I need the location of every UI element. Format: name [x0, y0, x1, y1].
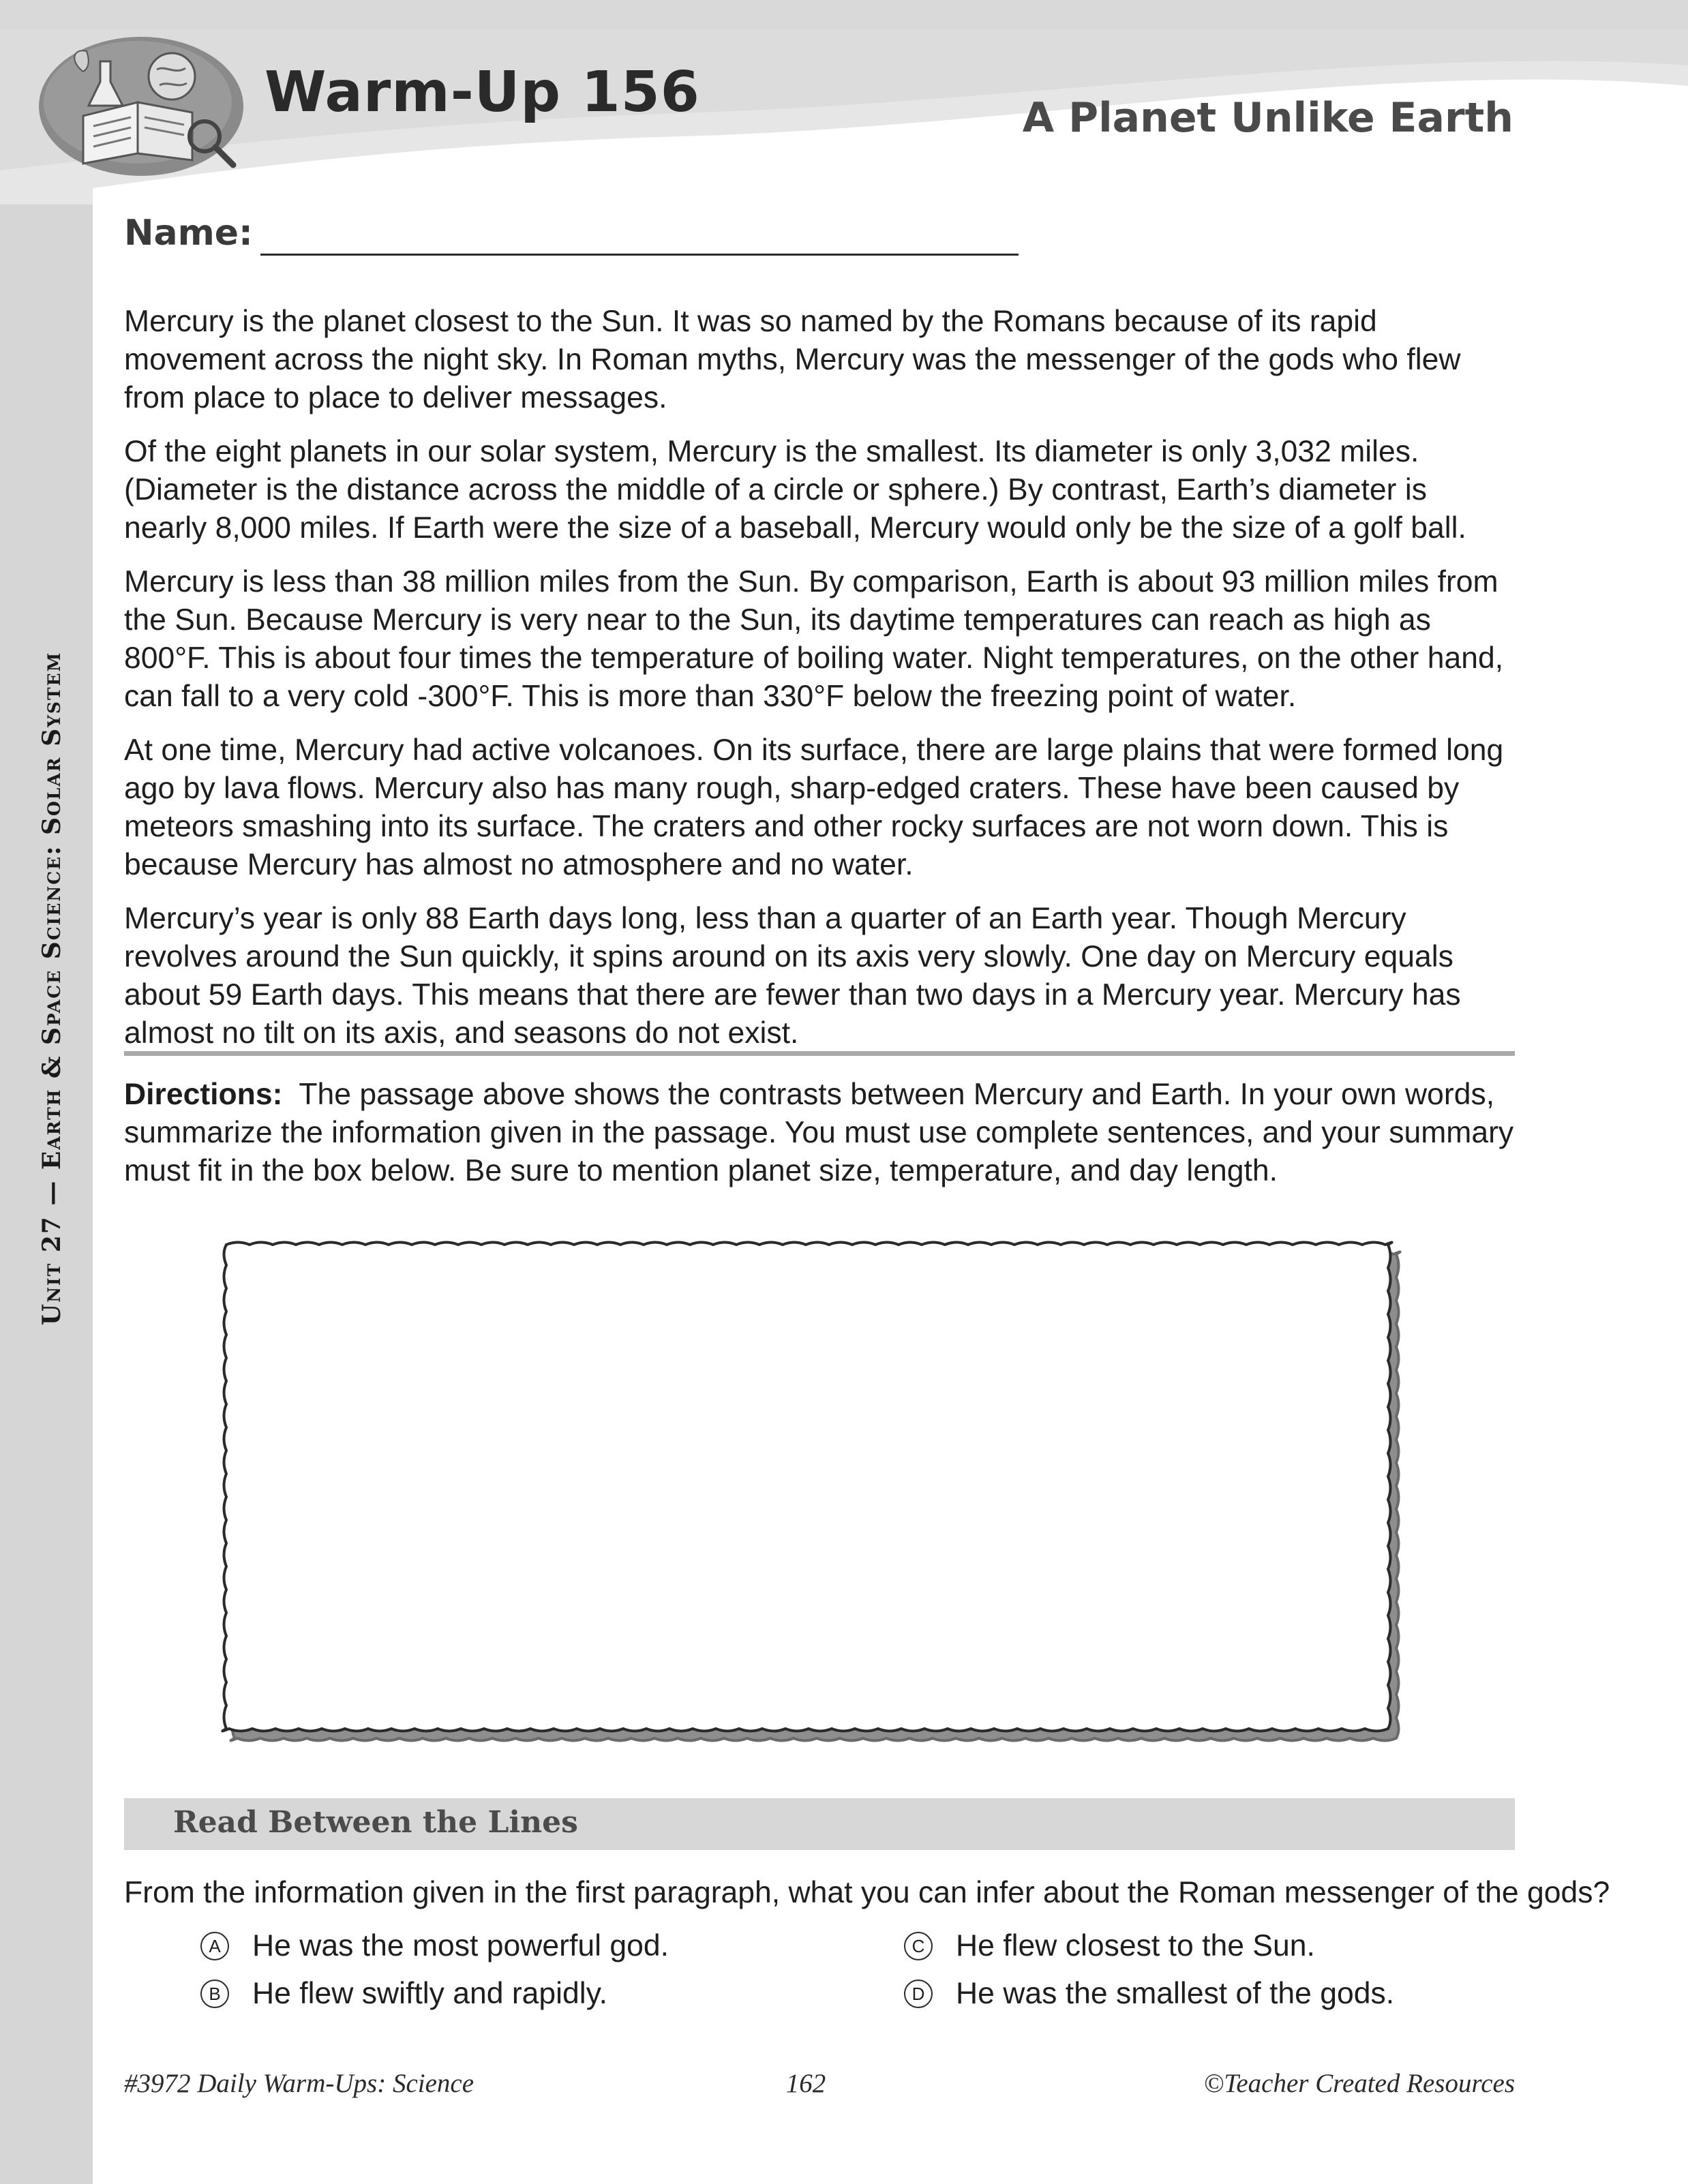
choice-bubble-icon[interactable]: B — [200, 1980, 229, 2008]
answer-box-border[interactable] — [222, 1243, 1391, 1731]
directions-label: Directions: — [124, 1078, 283, 1111]
footer-book-title: #3972 Daily Warm-Ups: Science — [124, 2069, 474, 2098]
section-divider — [124, 1051, 1515, 1056]
choice-text: He flew swiftly and rapidly. — [252, 1977, 608, 2010]
choice-a[interactable] — [200, 1929, 669, 1963]
reading-passage — [124, 303, 1515, 1068]
passage-paragraph: Mercury is less than 38 million miles from the Sun. By comparison, Earth is about 93 million miles from the Sun. Because Mercury is very near to the Sun, its daytime temperatures can reach as high as 800°F. This is about four times the temperature of boiling water. Night temperatures, on the other hand, can fall to a very cold -300°F. This is more than 330°F below the freezing point of water. — [124, 565, 1504, 713]
passage-paragraph: At one time, Mercury had active volcanoes. On its surface, there are large plains that were formed long ago by lava flows. Mercury also has many rough, sharp-edged craters. These have been caused by meteors smashing into its surface. The craters and other rocky surfaces are not worn down. This is because Mercury has almost no atmosphere and no water. — [124, 733, 1504, 881]
choice-bubble-icon[interactable]: D — [904, 1980, 933, 2008]
science-logo-icon — [35, 34, 247, 179]
name-label: Name: — [124, 213, 253, 254]
choice-c[interactable] — [904, 1929, 1315, 1963]
passage-paragraph: Of the eight planets in our solar system, Mercury is the smallest. Its diameter is only 3,032 miles. (Diameter is the distance across the middle of a circle or sphere.) By contrast, Earth’s diameter is nearly 8,000 miles. If Earth were the size of a baseball, Mercury would only be the size of a golf ball. — [124, 435, 1466, 545]
choice-bubble-icon[interactable]: A — [200, 1932, 229, 1960]
directions — [124, 1076, 1515, 1190]
passage-paragraph: Mercury is the planet closest to the Sun. It was so named by the Romans because of its rapid movement across the night sky. In Roman myths, Mercury was the messenger of the gods who flew from place to place to deliver messages. — [124, 305, 1461, 414]
read-between-lines-banner — [124, 1798, 1515, 1850]
directions-text: The passage above shows the contrasts between Mercury and Earth. In your own words, summarize the information given in the passage. You must use complete sentences, and your summary must fit in the box below. Be sure to mention planet size, temperature, and day length. — [124, 1078, 1514, 1187]
warmup-title: Warm-Up 156 — [265, 60, 700, 125]
name-input-line[interactable] — [260, 254, 1019, 256]
footer-copyright: ©Teacher Created Resources — [1203, 2069, 1515, 2098]
choice-text: He was the smallest of the gods. — [956, 1977, 1395, 2010]
footer-page-number: 162 — [785, 2069, 826, 2098]
passage-paragraph: Mercury’s year is only 88 Earth days long, less than a quarter of an Earth year. Though Mercury revolves around the Sun quickly, it spins around on its axis very slowly. One day on Mercury equals about 59 Earth days. This means that there are fewer than two days in a Mercury year. Mercury has almost no tilt on its axis, and seasons do not exist. — [124, 902, 1461, 1050]
choice-b[interactable] — [200, 1977, 607, 2011]
question-text: From the information given in the first paragraph, what you can infer about the Roman messenger of the gods? — [124, 1876, 1610, 1909]
page-footer — [124, 2068, 1515, 2102]
summary-answer-box[interactable] — [215, 1234, 1415, 1752]
topic-title: A Planet Unlike Earth — [1022, 94, 1513, 142]
choice-text: He was the most powerful god. — [252, 1929, 669, 1962]
choice-bubble-icon[interactable]: C — [904, 1932, 933, 1960]
choice-text: He flew closest to the Sun. — [956, 1929, 1315, 1962]
read-between-lines-title: Read Between the Lines — [173, 1805, 578, 1840]
unit-side-label: Unit 27 — Earth & Space Science: Solar System — [37, 651, 66, 1326]
choice-d[interactable] — [904, 1977, 1394, 2011]
